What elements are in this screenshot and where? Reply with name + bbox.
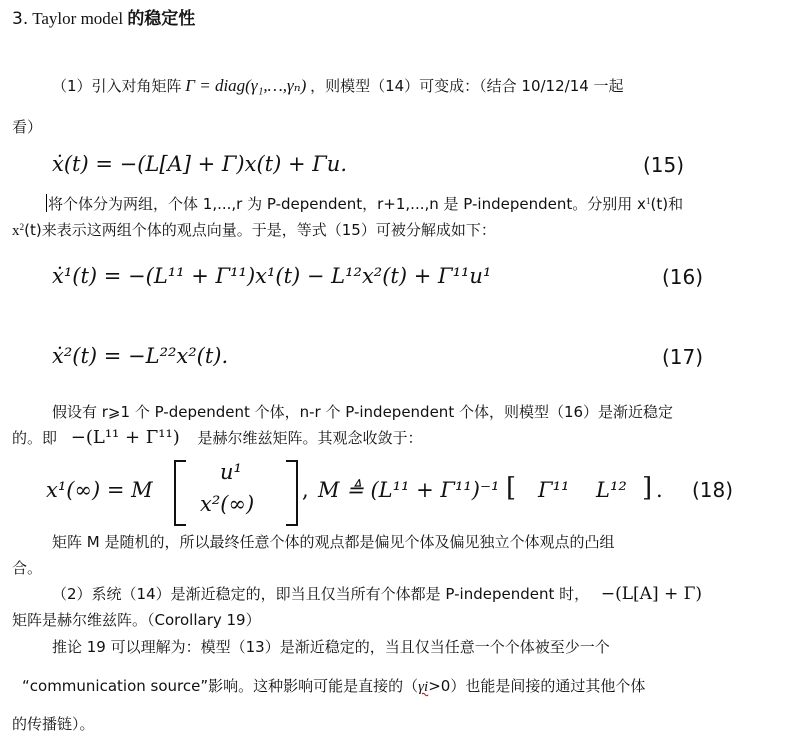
paragraph-4-line-1: 矩阵 M 是随机的，所以最终任意个体的观点都是偏见个体及偏见独立个体观点的凸组 [52,533,615,551]
p2-line1-end: (t)和 [650,195,684,213]
paragraph-4-line-2: 合。 [12,559,43,577]
p5-inline-formula: −(L[A] + Γ) [600,584,703,604]
equation-17: ẋ²(t) = −L²²x²(t). [52,344,229,368]
paragraph-2-line-2 [12,220,496,241]
paragraph-6-line-3: 的传播链）。 [12,715,95,733]
paragraph-3-line-2 [12,428,423,449]
equation-15-number: (15) [643,153,685,177]
p6-gamma: γi [418,679,429,695]
eq18-lhs: x¹(∞) = M [46,478,153,502]
paragraph-5-line-2: 矩阵是赫尔维兹阵。（Corollary 19） [12,611,261,629]
paragraph-5-line-1 [52,584,702,605]
p2-line1-sup: 1 [645,196,651,207]
equation-16-number: (16) [662,265,704,289]
section-heading [12,8,195,30]
eq18-end: . [656,478,663,502]
text-cursor [46,194,47,212]
p2-line1-text: 将个体分为两组，个体 1,...,r 为 P-dependent，r+1,...,n 是 P-independent。分别用 x [48,195,646,213]
p2-line2-sup: 2 [19,222,25,233]
paragraph-3-line-1: 假设有 r⩾1 个 P-dependent 个体，n-r 个 P-independent 个体，则模型（16）是渐近稳定 [52,403,674,421]
p2-line2-rest: (t)来表示这两组个体的观点向量。于是，等式（15）可被分解成如下： [24,221,496,239]
paragraph-1-line-2: 看） [12,118,43,136]
paragraph-6-line-2 [22,676,645,697]
p1-matrix-def: Γ = diag(γ₁,…,γₙ) [185,76,307,95]
equation-18-number: (18) [692,478,734,502]
p5-line1-text: （2）系统（14）是渐近稳定的，即当且仅当所有个体都是 P-independent 时， [52,585,590,603]
p6-line2-end: >0）也能是间接的通过其他个体 [428,677,646,695]
eq18-row-1: Γ¹¹ [538,478,570,502]
section-title-cn: 的稳定性 [127,9,196,29]
paragraph-6-line-1: 推论 19 可以理解为：模型（13）是渐近稳定的，当且仅当任意一个个体被至少一个 [52,638,610,656]
eq18-vector-top: u¹ [220,460,242,484]
p2-line2-start: x [12,223,20,239]
p1-suffix: ，则模型（14）可变成：（结合 10/12/14 一起 [310,77,624,95]
eq18-rhs: M ≜ (L¹¹ + Γ¹¹)⁻¹ [318,478,500,502]
eq18-vector-bottom: x²(∞) [200,492,255,516]
eq18-close-bracket: ] [642,473,653,503]
eq18-row-2: L¹² [596,478,627,502]
equation-16: ẋ¹(t) = −(L¹¹ + Γ¹¹)x¹(t) − L¹²x²(t) + Γ¹¹u¹ [52,264,492,288]
eq18-vector-right-bracket [286,460,298,526]
p1-prefix: （1）引入对角矩阵 [52,77,182,95]
p6-line2-start: “communication source”影响。这种影响可能是直接的（ [22,677,419,695]
section-number: 3. [12,9,29,29]
paragraph-1-line-1 [52,76,624,97]
p3-line2-end: 是赫尔维兹矩阵。其观念收敛于： [197,429,423,447]
p3-inline-formula: −(L¹¹ + Γ¹¹) [70,427,180,448]
equation-15: ẋ(t) = −(L[A] + Γ)x(t) + Γu. [52,152,347,176]
eq18-vector-left-bracket [174,460,186,526]
eq18-separator: , [302,478,309,502]
equation-17-number: (17) [662,345,704,369]
section-title-en: Taylor model [32,9,124,28]
equation-18 [46,460,746,526]
p3-line2-start: 的。即 [12,429,58,447]
paragraph-2-line-1 [46,194,683,215]
eq18-open-bracket: [ [506,473,517,503]
eq18-vector [174,460,298,524]
